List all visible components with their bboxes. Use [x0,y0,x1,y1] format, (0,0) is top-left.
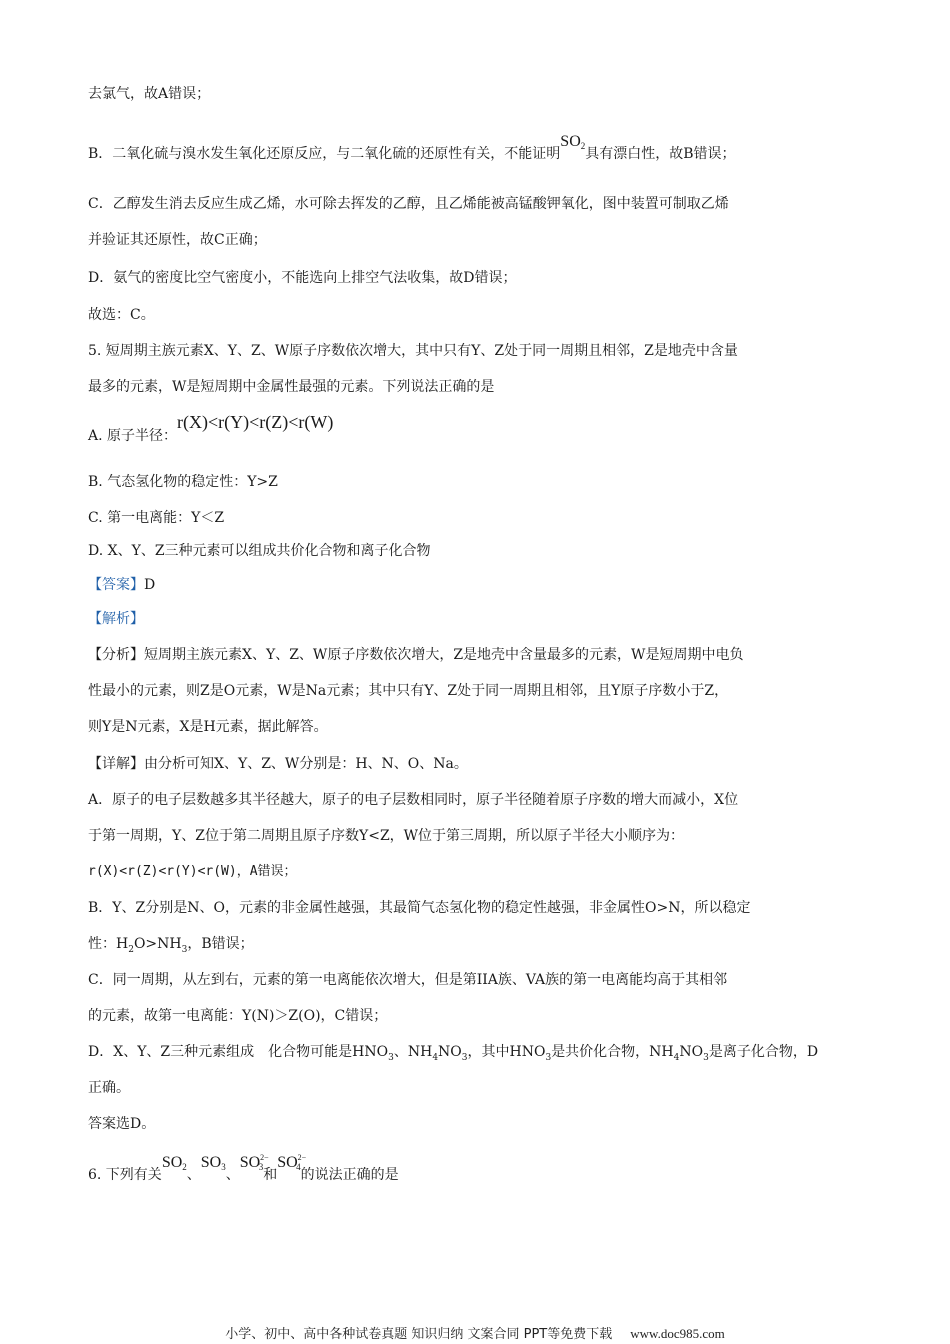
formula-radius: r(X)<r(Y)<r(Z)<r(W) [177,412,334,432]
text-span: 是离子化合物，D [708,1044,819,1060]
formula-sub: 2 [580,141,586,151]
formula-sub: 4 [296,1162,301,1172]
text-line: 的元素，故第一电离能：Y(N)＞Z(O)，C错误； [88,1008,388,1024]
subscript: 4 [673,1052,680,1063]
answer-tag: 【答案】 [88,577,144,593]
option-a [88,412,334,446]
subscript: 3 [461,1052,468,1063]
subscript: 4 [432,1052,439,1063]
formula-main: SO [277,1154,298,1171]
subscript: 3 [181,944,188,955]
text-line: 则Y是N元素，X是H元素，据此解答。 [88,719,328,735]
formula-sulfate [277,1153,307,1172]
text-span: O>NH [133,936,182,952]
text-span: 性：H [88,936,129,952]
option-c: C. 第一电离能：Y＜Z [88,510,225,526]
subscript: 3 [703,1052,709,1063]
text-line: D．氨气的密度比空气密度小，不能选向上排空气法收集，故D错误； [88,270,517,286]
text-span: 、 [186,1167,201,1183]
question-5-title: 5. 短周期主族元素X、Y、Z、W原子序数依次增大，其中只有Y、Z处于同一周期且相邻，Z是地壳中含量 [88,343,738,359]
formula-sub: 3 [258,1162,264,1172]
formula-sub: 3 [221,1162,226,1172]
text-span: 是共价化合物，NH [551,1044,674,1060]
formula-sup: 2− [260,1153,269,1162]
text-span: 和 [263,1167,278,1183]
section-tag: 【分析】 [88,647,144,663]
text-line: A．原子的电子层数越多其半径越大，原子的电子层数相同时，原子半径随着原子序数的增大而减小，X位 [88,792,739,808]
answer-line [88,575,155,595]
text-line: B．Y、Z分别是N、O，元素的非金属性越强，其最简气态氢化物的稳定性越强，非金属性O>N，所以稳定 [88,900,751,916]
text-span: NO [438,1044,462,1060]
formula-so2 [162,1154,187,1171]
formula-sub: 2 [182,1162,187,1172]
formula-so2 [560,133,585,150]
text-line: 去氯气，故A错误； [88,86,211,102]
question-6-title [88,1153,399,1189]
text-span: 具有漂白性，故B错误； [585,146,736,162]
text-span: 6. 下列有关 [88,1167,162,1183]
text-line: 【详解】由分析可知X、Y、Z、W分别是：H、N、O、Na。 [88,756,468,772]
text-line: r(X)<r(Z)<r(Y)<r(W)，A错误； [88,864,297,879]
formula-main: SO [560,133,581,150]
text-span: D．X、Y、Z三种元素组成 化合物可能是HNO [88,1044,389,1060]
text-line: 性最小的元素，则Z是O元素，W是Na元素；其中只有Y、Z处于同一周期且相邻，且Y原子序数小于Z， [88,683,729,699]
formula-main: SO [200,1154,222,1171]
text-line [88,1042,818,1068]
text-line: 于第一周期，Y、Z位于第二周期且原子序数Y<Z，W位于第三周期，所以原子半径大小顺序为： [88,828,685,844]
text-line: 故选：C。 [88,307,155,323]
text-span: 、 [225,1167,240,1183]
option-b: B. 气态氢化物的稳定性：Y>Z [88,474,278,490]
text-line: 并验证其还原性，故C正确； [88,232,267,248]
text-line [88,645,743,665]
subscript: 2 [128,944,134,955]
option-label: A. 原子半径： [88,428,178,444]
subscript: 3 [545,1052,552,1063]
text-span: 的说法正确的是 [300,1167,399,1183]
text-span: 、NH [393,1044,433,1060]
analysis-label: 【解析】 [88,611,144,627]
text-span: B．二氧化硫与溴水发生氧化还原反应，与二氧化硫的还原性有关，不能证明 [88,146,561,162]
formula-main: SO [161,1154,183,1171]
option-d: D. X、Y、Z三种元素可以组成共价化合物和离子化合物 [88,543,431,559]
text-span: NO [679,1044,704,1060]
text-line [88,133,736,168]
answer-value: D [144,577,156,593]
text-line [88,934,254,960]
text-line: C．乙醇发生消去反应生成乙烯，水可除去挥发的乙醇，且乙烯能被高锰酸钾氧化，图中装置可制取乙烯 [88,196,729,212]
formula-main: SO [239,1154,261,1171]
footer-text: 小学、初中、高中各种试卷真题 知识归纳 文案合同 PPT等免费下载 [225,1327,613,1342]
text-line: 最多的元素，W是短周期中金属性最强的元素。下列说法正确的是 [88,379,495,395]
text-span: ，其中HNO [467,1044,546,1060]
formula-sulfite [239,1153,269,1172]
text-span: ，B错误； [187,936,254,952]
analysis-tag [88,609,144,629]
footer-url[interactable]: www.doc985.com [630,1326,725,1341]
page-footer [0,1323,950,1342]
text-span: 短周期主族元素X、Y、Z、W原子序数依次增大，Z是地壳中含量最多的元素，W是短周期中电负 [144,647,744,663]
subscript: 3 [388,1052,394,1063]
text-line: 答案选D。 [88,1116,156,1132]
text-line: 正确。 [88,1080,130,1096]
formula-sup: 2− [297,1153,307,1162]
formula-so3 [201,1154,226,1171]
text-line: C．同一周期，从左到右，元素的第一电离能依次增大，但是第IIA族、VA族的第一电离能均高于其相邻 [88,972,728,988]
